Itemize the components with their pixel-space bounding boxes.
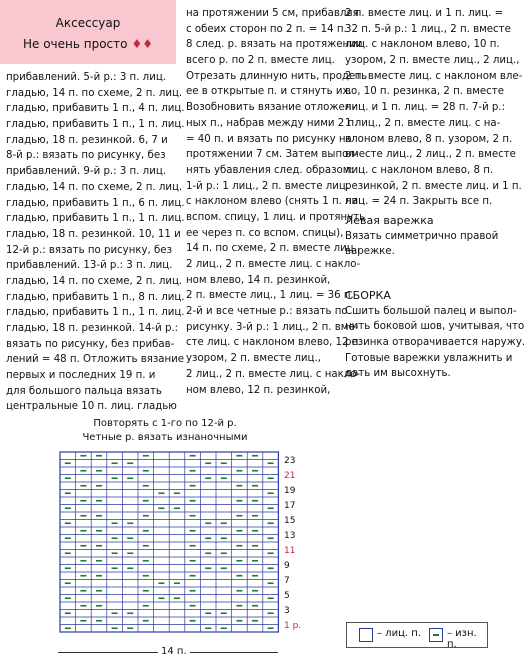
col1-line: гладью, прибавить 1 п., 4 п. лиц. <box>6 103 185 115</box>
col2-line: вспом. спицу, 1 лиц. и протянуть <box>186 211 366 223</box>
chart-width-label: 14 п. <box>158 646 190 657</box>
assembly-line-5: дать им высохнуть. <box>345 368 451 380</box>
col2-line: с обеих сторон по 2 п. = 14 п. <box>186 23 347 35</box>
header-subtitle <box>0 37 176 51</box>
header-title: Аксессуар <box>55 16 121 30</box>
text-column-2 <box>186 6 367 398</box>
col1-line: гладью, 18 п. резинкой. 6, 7 и <box>6 134 168 146</box>
col3-line: лиц. с наклоном влево, 8 п. <box>345 164 494 176</box>
col1-line: 8-й р.: вязать по рисунку, без <box>6 150 166 162</box>
col1-line: 12-й р.: вязать по рисунку, без <box>6 244 172 256</box>
col2-line: Отрезать длинную нить, продеть <box>186 70 368 82</box>
legend-purl-label: – изн. п. <box>447 628 477 650</box>
text-column-3 <box>345 6 522 210</box>
col1-line: прибавлений. 13-й р.: 3 п. лиц. <box>6 260 173 272</box>
col1-line: гладью, 14 п. по схеме, 2 п. лиц. <box>6 275 183 287</box>
col1-line: центральные 10 п. лиц. гладью <box>6 401 177 413</box>
col2-line: = 40 п. и вязать по рисунку на <box>186 133 352 145</box>
col3-line: 1 лиц., 2 п. вместе лиц. с на- <box>345 117 501 129</box>
col2-line: на протяжении 5 см, прибавляя <box>186 8 359 19</box>
col2-line: всего р. по 2 п. вместе лиц. <box>186 55 335 67</box>
chart-row-label: 19 <box>284 485 296 496</box>
chart-row-label: 21 <box>284 470 296 481</box>
col1-line: для большого пальца вязать <box>6 385 162 397</box>
col1-line: вязать по рисунку, без прибав- <box>6 338 175 350</box>
assembly-title: СБОРКА <box>345 289 391 302</box>
col2-line: 2 лиц., 2 п. вместе лиц. с накло- <box>186 259 361 270</box>
left-mitten-line-2: варежке. <box>345 246 395 258</box>
text-column-1 <box>6 70 185 415</box>
col1-line: гладью, 18 п. резинкой. 10, 11 и <box>6 228 181 240</box>
assembly-line-4: Готовые варежки увлажнить и <box>345 352 513 364</box>
col1-line: гладью, прибавить 1 п., 1 п. лиц. <box>6 119 185 131</box>
col2-line: узором, 2 п. вместе лиц., <box>186 353 321 365</box>
chart-row-label: 13 <box>284 530 296 541</box>
col2-line: ее через п. со вспом. спицы), <box>186 227 344 239</box>
chart-row-label: 3 <box>284 605 290 616</box>
col1-line: гладью, прибавить 1 п., 6 п. лиц. <box>6 197 185 209</box>
col1-line: гладью, прибавить 1 п., 1 п. лиц. <box>6 307 185 319</box>
col3-line: лиц. с наклоном влево, 10 п. <box>345 39 500 51</box>
col3-line: 2 п. вместе лиц. с наклоном вле- <box>345 70 523 82</box>
col2-line: сте лиц. с наклоном влево, 12 п. <box>186 337 362 349</box>
assembly-line-2: нить боковой шов, учитывая, что <box>345 321 525 333</box>
chart-row-label: 9 <box>284 560 290 571</box>
col3-line: лиц. = 24 п. Закрыть все п. <box>345 196 493 208</box>
col2-line: нять убавления след. образом: <box>186 164 354 176</box>
chart-caption-2: Четные р. вязать изнаночными <box>82 432 248 443</box>
header-box <box>0 0 176 64</box>
chart-row-label: 11 <box>284 545 296 556</box>
col2-line: рисунку. 3-й р.: 1 лиц., 2 п. вме- <box>186 321 359 333</box>
chart-caption-1: Повторять с 1-го по 12-й р. <box>93 418 237 429</box>
col2-line: ном влево, 14 п. резинкой, <box>186 274 331 286</box>
col3-line: 2 п. вместе лиц. и 1 п. лиц. = <box>345 8 504 19</box>
col1-line: гладью, прибавить 1 п., 1 п. лиц. <box>6 213 185 225</box>
col2-line: ных п., набрав между ними 2 п. <box>186 117 358 129</box>
legend <box>346 622 488 648</box>
col3-line: лиц. и 1 п. лиц. = 28 п. 7-й р.: <box>345 102 506 114</box>
col1-line: первых и последних 19 п. и <box>6 370 156 382</box>
col2-line: с наклоном влево (снять 1 п. на <box>186 196 359 208</box>
col1-line: лений = 48 п. Отложить вязание <box>6 354 185 366</box>
col1-line: прибавлений. 5-й р.: 3 п. лиц. <box>6 72 166 83</box>
col2-line: ее в открытые п. и стянуть их. <box>186 86 352 98</box>
col3-line: клоном влево, 8 п. узором, 2 п. <box>345 133 513 145</box>
col2-line: ном влево, 12 п. резинкой, <box>186 384 331 396</box>
col3-line: резинкой, 2 п. вместе лиц. и 1 п. <box>345 180 522 192</box>
col2-line: протяжении 7 см. Затем выпол- <box>186 149 359 161</box>
left-mitten-line-1: Вязать симметрично правой <box>345 230 499 242</box>
chart-row-label: 7 <box>284 575 290 586</box>
assembly-section <box>345 288 525 382</box>
col2-line: 2 п. вместе лиц., 1 лиц. = 36 п. <box>186 290 354 302</box>
left-mitten-section <box>345 213 498 260</box>
chart-row-label: 1 р. <box>284 620 302 631</box>
chart-row-label: 5 <box>284 590 290 601</box>
col3-line: во, 10 п. резинка, 2 п. вместе <box>345 86 504 98</box>
left-mitten-title: Левая варежка <box>345 214 434 227</box>
col1-line: гладью, 18 п. резинкой. 14-й р.: <box>6 323 179 334</box>
col3-line: вместе лиц., 2 лиц., 2 п. вместе <box>345 149 516 161</box>
chart-row-label: 17 <box>284 500 296 511</box>
assembly-line-3: резинка отворачивается наружу. <box>345 337 525 349</box>
difficulty-label: Не очень просто <box>22 37 128 51</box>
difficulty-dots: ♦♦ <box>131 37 154 51</box>
col2-line: 1-й р.: 1 лиц., 2 п. вместе лиц. <box>186 180 350 192</box>
col3-line: 32 п. 5-й р.: 1 лиц., 2 п. вместе <box>345 23 511 35</box>
col3-line: узором, 2 п. вместе лиц., 2 лиц., <box>345 55 520 67</box>
col2-line: 14 п. по схеме, 2 п. вместе лиц., <box>186 243 361 255</box>
col1-line: гладью, 14 п. по схеме, 2 п. лиц. <box>6 87 183 99</box>
knit-square-icon <box>359 628 373 642</box>
legend-knit-label: – лиц. п. <box>377 628 421 639</box>
col2-line: 2-й и все четные р.: вязать по <box>186 306 348 318</box>
col2-line: 8 след. р. вязать на протяжении <box>186 39 363 51</box>
col2-line: 2 лиц., 2 п. вместе лиц. с накло- <box>186 368 361 380</box>
col1-line: гладью, прибавить 1 п., 8 п. лиц. <box>6 291 185 303</box>
purl-square-icon <box>429 628 443 642</box>
col1-line: гладью, 14 п. по схеме, 2 п. лиц. <box>6 181 183 193</box>
chart-row-label: 15 <box>284 515 296 526</box>
assembly-line-1: Сшить большой палец и выпол- <box>345 305 517 317</box>
col1-line: прибавлений. 9-й р.: 3 п. лиц. <box>6 166 166 178</box>
chart-row-label: 23 <box>284 455 296 466</box>
col2-line: Возобновить вязание отложен- <box>186 102 356 114</box>
